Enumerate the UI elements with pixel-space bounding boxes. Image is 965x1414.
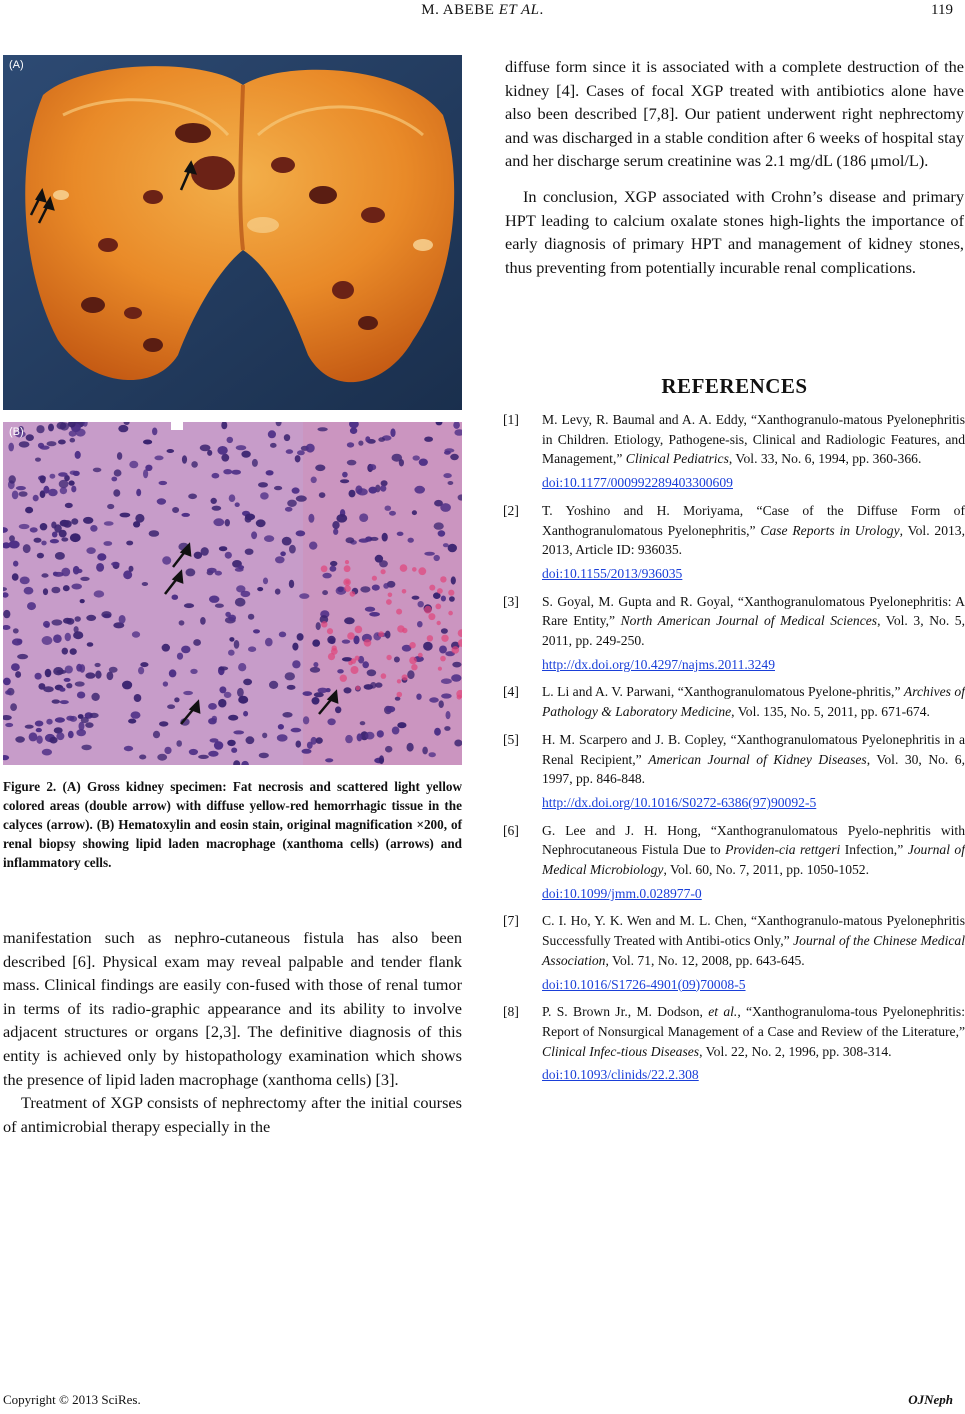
reference-details: , Vol. 22, No. 2, 1996, pp. 308-314. bbox=[699, 1043, 892, 1059]
reference-number: [3] bbox=[503, 593, 519, 609]
reference-journal: Journal of the Chinese Medical Association bbox=[542, 933, 965, 968]
left-paragraph-1: manifestation such as nephro-cutaneous fistula has also been described [6]. Physical exam may reveal palpable and tender flank mass. Clinical findings are easily con-fused with those of renal tumor in terms of its radio-graphic appearance and its ability to involve adjacent structures or organs [2,3]. The definitive diagnosis of this entity is achieved only by histopathology examination which shows the presence of lipid laden macrophage (xanthoma cells) [3]. bbox=[3, 928, 462, 1089]
reference-item bbox=[503, 501, 965, 584]
reference-number: [4] bbox=[503, 684, 519, 700]
authors-etal: ET AL bbox=[498, 2, 540, 18]
right-paragraph-2: In conclusion, XGP associated with Crohn’s disease and primary HPT leading to calcium oxalate stones high-lights the importance of early diagnosis of primary HPT and management of kidney stones, thus preventing from potentially incurable renal complications. bbox=[505, 186, 964, 277]
reference-journal: Providen-cia rettgeri bbox=[725, 842, 841, 858]
reference-journal: American Journal of Kidney Diseases bbox=[648, 751, 867, 767]
reference-item bbox=[503, 730, 965, 813]
reference-text: H. M. Scarpero and J. B. Copley, “Xanthogranulomatous Pyelonephritis in a Renal Recipient,” bbox=[542, 731, 965, 767]
references-heading: REFERENCES bbox=[661, 374, 808, 398]
reference-details: Infection,” bbox=[840, 842, 908, 858]
reference-details: , Vol. 2013, 2013, Article ID: 936035. bbox=[542, 522, 965, 558]
panel-a-label: (A) bbox=[9, 59, 24, 71]
reference-number: [7] bbox=[503, 913, 519, 929]
reference-details: , Vol. 135, No. 5, 2011, pp. 671-674. bbox=[731, 704, 930, 720]
reference-text: L. Li and A. V. Parwani, “Xanthogranulomatous Pyelone-phritis,” bbox=[542, 684, 904, 700]
reference-details: , Vol. 71, No. 12, 2008, pp. 643-645. bbox=[605, 952, 805, 968]
authors-prefix: M. ABEBE bbox=[421, 2, 495, 18]
reference-journal: Archives of Pathology & Laboratory Medicine bbox=[542, 684, 965, 720]
running-header bbox=[0, 2, 965, 24]
reference-doi-link[interactable]: http://dx.doi.org/10.1016/S0272-6386(97)90092-5 bbox=[542, 794, 817, 810]
reference-item bbox=[503, 592, 965, 675]
reference-text: T. Yoshino and H. Moriyama, “Case of the Diffuse Form of Xanthogranulomatous Pyelonephritis,” bbox=[542, 502, 965, 538]
reference-text: M. Levy, R. Baumal and A. A. Eddy, “Xanthogranulo-matous Pyelonephritis in Children. Etiology, Pathogene-sis, Clinical and Radiologic Features, and Management,” bbox=[542, 412, 965, 467]
reference-doi-link[interactable]: http://dx.doi.org/10.4297/najms.2011.3249 bbox=[542, 656, 775, 672]
page-footer bbox=[0, 1392, 965, 1412]
gross-kidney-photo bbox=[3, 55, 462, 410]
references-list bbox=[503, 410, 965, 1093]
reference-journal: Case Reports in Urology bbox=[760, 522, 900, 538]
reference-number: [2] bbox=[503, 502, 519, 518]
reference-doi-link[interactable]: doi:10.1177/000992289403300609 bbox=[542, 475, 733, 491]
reference-item bbox=[503, 1002, 965, 1085]
authors-suffix: . bbox=[539, 2, 544, 18]
left-column-text bbox=[3, 926, 462, 1138]
left-paragraph-2: Treatment of XGP consists of nephrectomy after the initial courses of antimicrobial therapy especially in the bbox=[3, 1093, 462, 1136]
reference-journal: et al. bbox=[708, 1004, 738, 1020]
reference-number: [6] bbox=[503, 822, 519, 838]
right-paragraph-1: diffuse form since it is associated with a complete destruction of the kidney [4]. Cases of focal XGP treated with antibiotics alone have also been described [7,8]. Our patient underwent right nephrectomy and was discharged in a stable condition after 6 weeks of hospital stay and her discharge serum creatinine was 2.1 mg/dL (186 μmol/L). bbox=[505, 57, 964, 171]
reference-text: P. S. Brown Jr., M. Dodson, bbox=[542, 1004, 709, 1020]
reference-text: G. Lee and J. H. Hong, “Xanthogranulomatous Pyelo-nephritis with Nephrocutaneous Fistula Due to bbox=[542, 822, 965, 858]
running-header-authors bbox=[0, 2, 965, 19]
figure-2-caption: Figure 2. (A) Gross kidney specimen: Fat necrosis and scattered light yellow colored areas (double arrow) with diffuse yellow-red hemorrhagic tissue in the calyces (arrow). (B) Hematoxylin and eosin stain, original magnification ×200, of renal biopsy showing lipid laden macrophage (xanthoma cells) (arrows) and inflammatory cells. bbox=[3, 779, 462, 870]
figure-2a-gross-kidney-image bbox=[3, 55, 462, 410]
page-number: 119 bbox=[931, 2, 953, 18]
reference-journal: Clinical Infec-tious Diseases bbox=[542, 1043, 700, 1059]
reference-journal: Clinical Pediatrics bbox=[625, 451, 729, 467]
figure-2b-histology-image bbox=[3, 422, 462, 765]
reference-details: , Vol. 3, No. 5, 2011, pp. 249-250. bbox=[542, 613, 965, 649]
reference-doi-link[interactable]: doi:10.1155/2013/936035 bbox=[542, 565, 683, 581]
reference-item bbox=[503, 821, 965, 904]
reference-details: , “Xanthogranuloma-tous Pyelonephritis: Report of Nonsurgical Management of a Case and Review of the Literature,” bbox=[542, 1004, 965, 1039]
copyright-notice: Copyright © 2013 SciRes. bbox=[3, 1392, 141, 1407]
reference-doi-link[interactable]: doi:10.1016/S1726-4901(09)70008-5 bbox=[542, 976, 746, 992]
reference-details: , Vol. 60, No. 7, 2011, pp. 1050-1052. bbox=[663, 862, 869, 878]
histology-micrograph bbox=[3, 422, 462, 765]
reference-text: C. I. Ho, Y. K. Wen and M. L. Chen, “Xanthogranulo-matous Pyelonephritis Successfully Treated with Antibi-otics Only,” bbox=[542, 913, 965, 949]
panel-b-label: (B) bbox=[9, 426, 24, 438]
journal-abbreviation: OJNeph bbox=[908, 1392, 953, 1407]
reference-doi-link[interactable]: doi:10.1093/clinids/22.2.308 bbox=[542, 1067, 699, 1083]
reference-details: , Vol. 30, No. 6, 1997, pp. 846-848. bbox=[542, 751, 965, 787]
reference-number: [8] bbox=[503, 1004, 519, 1020]
reference-journal: Journal of Medical Microbiology bbox=[542, 842, 965, 878]
reference-item bbox=[503, 682, 965, 721]
reference-details: , Vol. 33, No. 6, 1994, pp. 360-366. bbox=[728, 451, 922, 467]
reference-item bbox=[503, 410, 965, 493]
reference-item bbox=[503, 911, 965, 994]
reference-doi-link[interactable]: doi:10.1099/jmm.0.028977-0 bbox=[542, 885, 702, 901]
reference-number: [5] bbox=[503, 731, 519, 747]
reference-journal: North American Journal of Medical Sciences bbox=[620, 613, 878, 629]
right-column-text bbox=[505, 55, 964, 279]
reference-text: S. Goyal, M. Gupta and R. Goyal, “Xanthogranulomatous Pyelonephritis: A Rare Entity,” bbox=[542, 593, 965, 629]
reference-number: [1] bbox=[503, 412, 519, 427]
